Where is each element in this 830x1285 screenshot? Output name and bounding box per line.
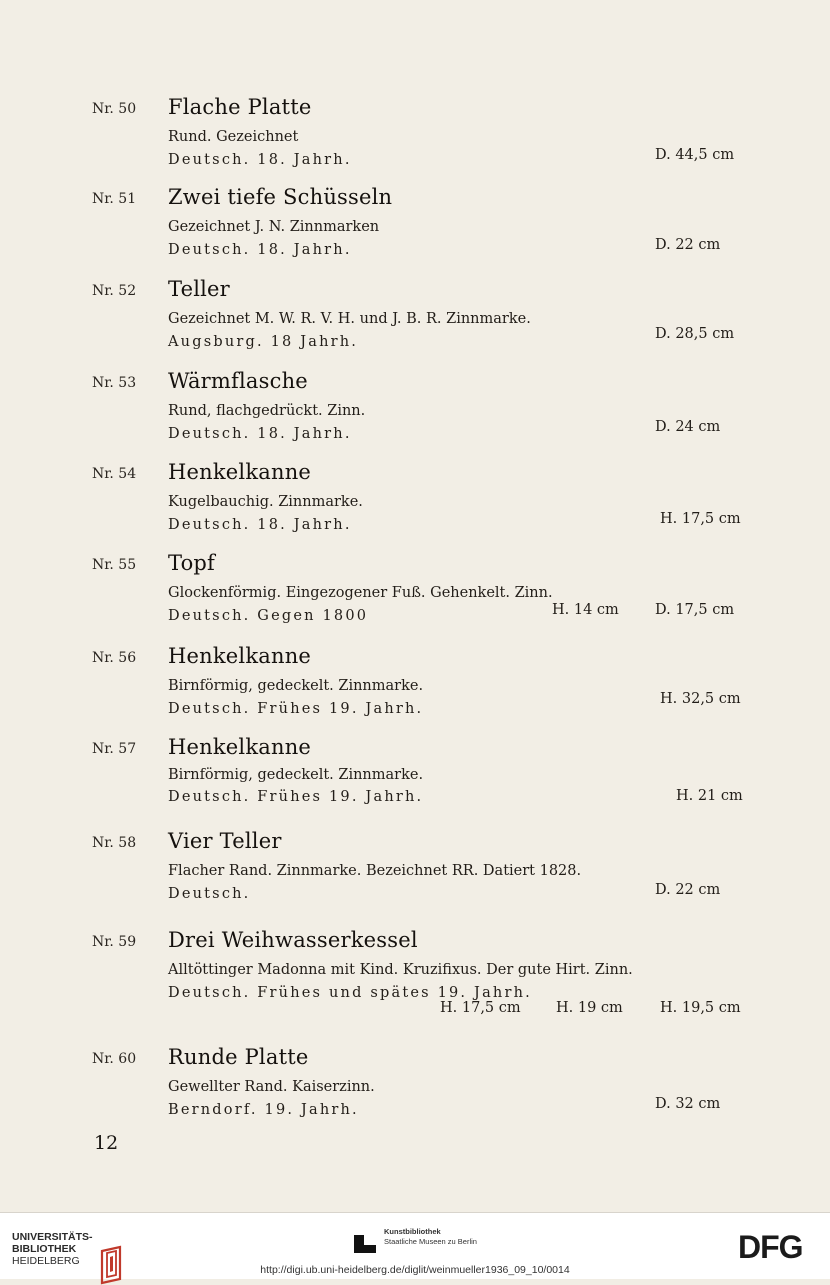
ub-line1: UNIVERSITÄTS- bbox=[12, 1231, 93, 1243]
entry-title: Teller bbox=[168, 277, 230, 301]
kunstbibliothek-icon bbox=[354, 1235, 376, 1253]
entry-number: Nr. 50 bbox=[92, 101, 137, 117]
entry-origin: Deutsch. 18. Jahrh. bbox=[168, 517, 352, 533]
entry-description: Rund, flachgedrückt. Zinn. bbox=[168, 403, 366, 419]
entry-number: Nr. 60 bbox=[92, 1051, 137, 1067]
entry-measure: H. 19,5 cm bbox=[660, 1000, 741, 1016]
ub-line3: HEIDELBERG bbox=[12, 1255, 80, 1267]
entry-measure: H. 17,5 cm bbox=[440, 1000, 521, 1016]
entry-origin: Deutsch. Frühes 19. Jahrh. bbox=[168, 701, 424, 717]
entry-number: Nr. 52 bbox=[92, 283, 137, 299]
entry-number: Nr. 55 bbox=[92, 557, 137, 573]
entry-description: Gewellter Rand. Kaiserzinn. bbox=[168, 1079, 375, 1095]
entry-number: Nr. 51 bbox=[92, 191, 137, 207]
entry-origin: Deutsch. bbox=[168, 886, 251, 902]
entry-title: Wärmflasche bbox=[168, 369, 308, 393]
entry-title: Zwei tiefe Schüsseln bbox=[168, 185, 393, 209]
entry-measure: H. 21 cm bbox=[676, 788, 743, 804]
entry-number: Nr. 56 bbox=[92, 650, 137, 666]
entry-number: Nr. 54 bbox=[92, 466, 137, 482]
entry-description: Gezeichnet J. N. Zinnmarken bbox=[168, 219, 380, 235]
entry-title: Henkelkanne bbox=[168, 735, 312, 759]
entry-number: Nr. 59 bbox=[92, 934, 137, 950]
entry-origin: Deutsch. Frühes 19. Jahrh. bbox=[168, 789, 424, 805]
entry-measure: D. 24 cm bbox=[655, 419, 721, 435]
kb-subtitle: Staatliche Museen zu Berlin bbox=[384, 1237, 477, 1246]
permalink-url[interactable]: http://digi.ub.uni-heidelberg.de/diglit/weinmueller1936_09_10/0014 bbox=[260, 1264, 570, 1276]
entry-title: Henkelkanne bbox=[168, 644, 312, 668]
entry-measure: D. 44,5 cm bbox=[655, 147, 735, 163]
entry-number: Nr. 58 bbox=[92, 835, 137, 851]
entry-title: Flache Platte bbox=[168, 95, 312, 119]
ub-heidelberg-logo[interactable] bbox=[12, 1231, 132, 1267]
entry-measure: D. 32 cm bbox=[655, 1096, 721, 1112]
ub-line2: BIBLIOTHEK bbox=[12, 1243, 77, 1255]
entry-measure: D. 22 cm bbox=[655, 882, 721, 898]
entry-origin: Deutsch. Frühes und spätes 19. Jahrh. bbox=[168, 985, 532, 1001]
entry-measure: D. 22 cm bbox=[655, 237, 721, 253]
entry-description: Kugelbauchig. Zinnmarke. bbox=[168, 494, 363, 510]
entry-description: Alltöttinger Madonna mit Kind. Kruzifixus. Der gute Hirt. Zinn. bbox=[168, 962, 633, 978]
kb-title: Kunstbibliothek bbox=[384, 1227, 441, 1236]
entry-description: Birnförmig, gedeckelt. Zinnmarke. bbox=[168, 767, 424, 783]
dfg-logo[interactable]: DFG bbox=[738, 1229, 803, 1265]
entry-title: Runde Platte bbox=[168, 1045, 309, 1069]
entry-origin: Deutsch. 18. Jahrh. bbox=[168, 242, 352, 258]
entry-measure: H. 14 cm bbox=[552, 602, 619, 618]
entry-measure: D. 28,5 cm bbox=[655, 326, 735, 342]
entry-origin: Deutsch. Gegen 1800 bbox=[168, 608, 369, 624]
entry-measure: H. 19 cm bbox=[556, 1000, 623, 1016]
entry-number: Nr. 53 bbox=[92, 375, 137, 391]
entry-title: Henkelkanne bbox=[168, 460, 312, 484]
entry-description: Glockenförmig. Eingezogener Fuß. Gehenkelt. Zinn. bbox=[168, 585, 553, 601]
entry-title: Vier Teller bbox=[168, 829, 282, 853]
entry-measure: H. 17,5 cm bbox=[660, 511, 741, 527]
entry-origin: Deutsch. 18. Jahrh. bbox=[168, 152, 352, 168]
entry-measure: H. 32,5 cm bbox=[660, 691, 741, 707]
entry-title: Drei Weihwasserkessel bbox=[168, 928, 418, 952]
entry-origin: Deutsch. 18. Jahrh. bbox=[168, 426, 352, 442]
entry-number: Nr. 57 bbox=[92, 741, 137, 757]
entry-measure: D. 17,5 cm bbox=[655, 602, 735, 618]
entry-origin: Berndorf. 19. Jahrh. bbox=[168, 1102, 359, 1118]
entry-description: Flacher Rand. Zinnmarke. Bezeichnet RR. Datiert 1828. bbox=[168, 863, 582, 879]
page-number: 12 bbox=[94, 1132, 119, 1154]
entry-origin: Augsburg. 18 Jahrh. bbox=[168, 334, 359, 350]
entry-description: Birnförmig, gedeckelt. Zinnmarke. bbox=[168, 678, 424, 694]
entry-description: Rund. Gezeichnet bbox=[168, 129, 299, 145]
entry-title: Topf bbox=[168, 551, 216, 575]
entry-description: Gezeichnet M. W. R. V. H. und J. B. R. Zinnmarke. bbox=[168, 311, 531, 327]
